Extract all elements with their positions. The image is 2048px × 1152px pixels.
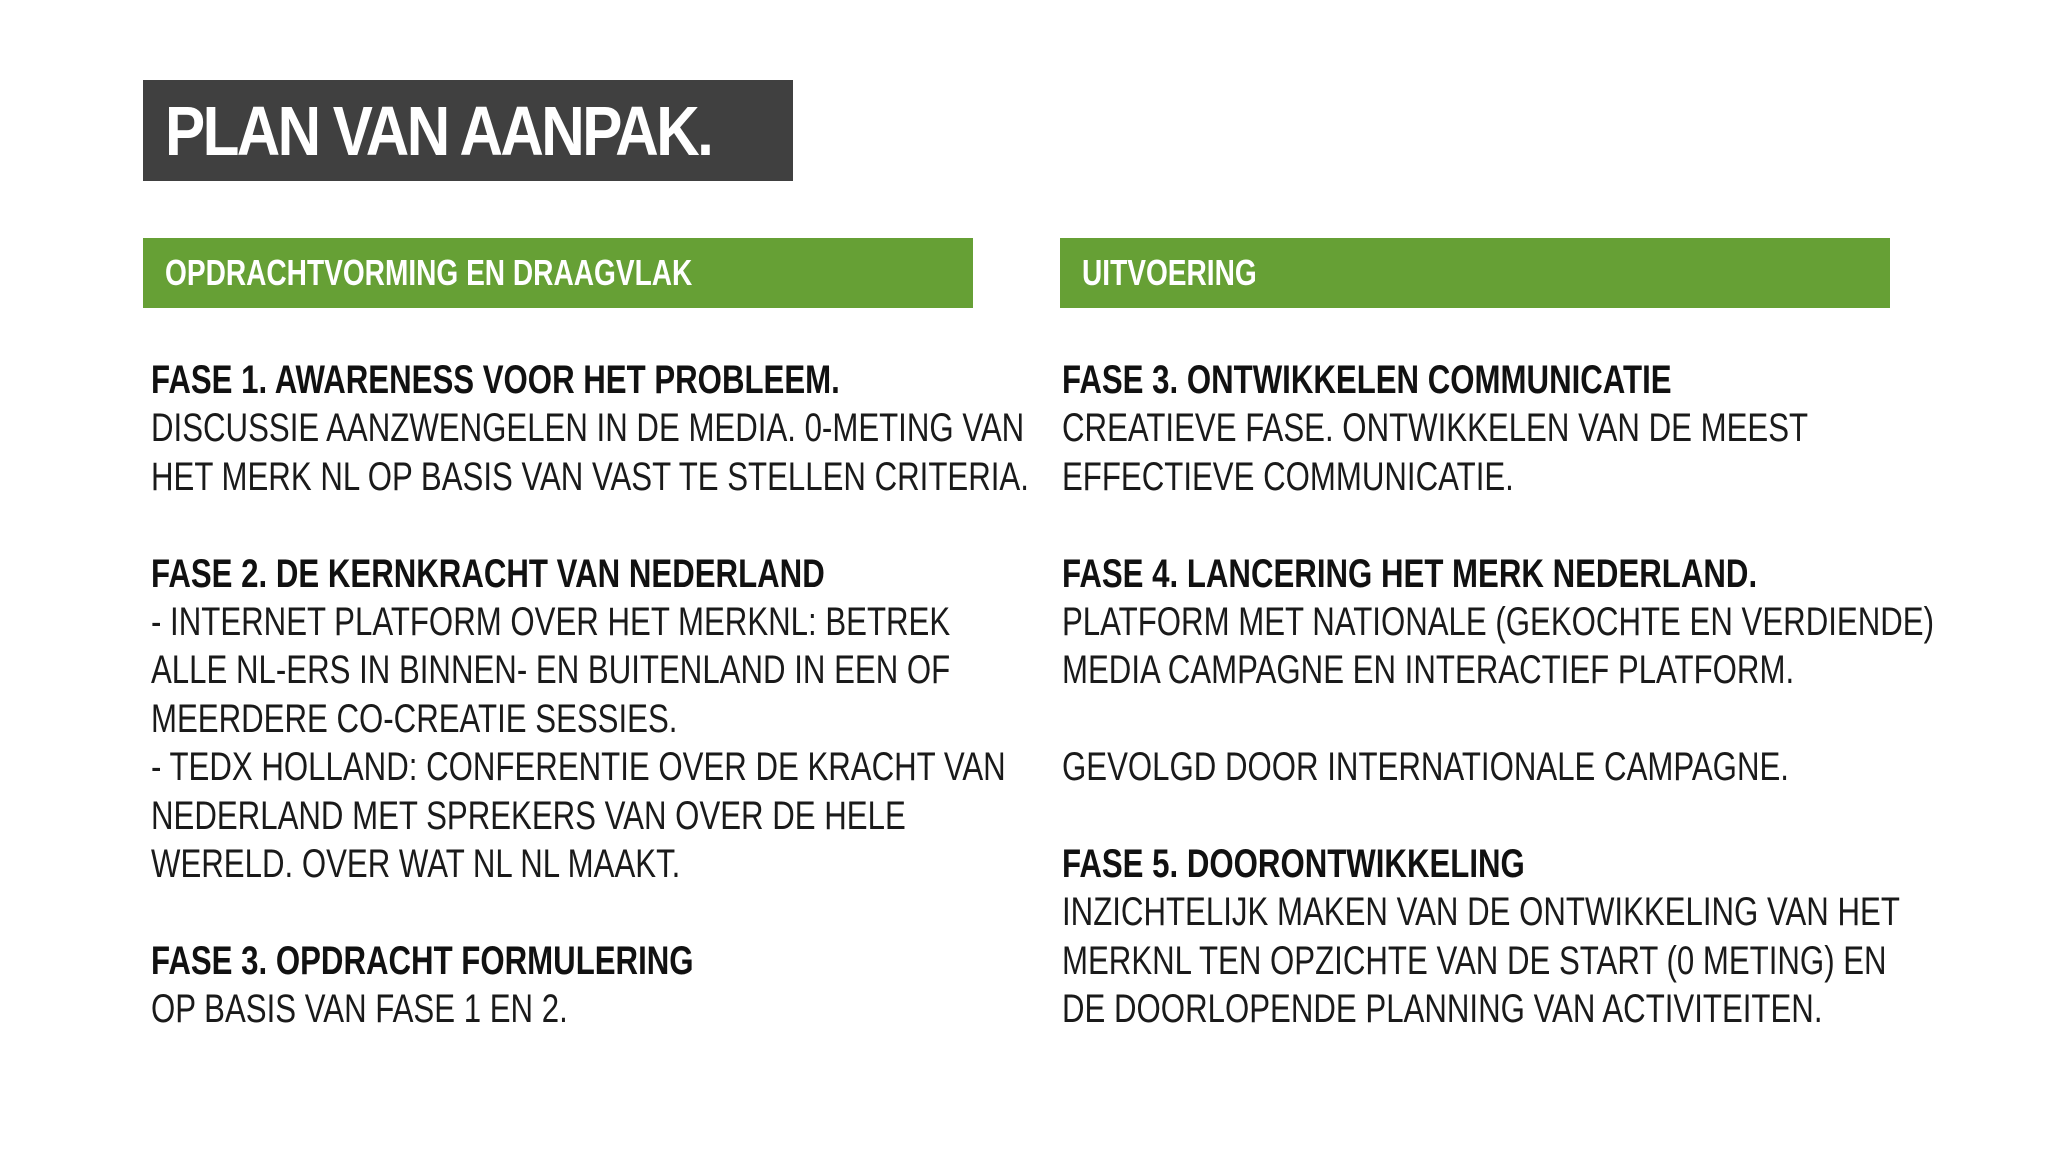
phase-text-line: - INTERNET PLATFORM OVER HET MERKNL: BETREK	[151, 599, 951, 644]
phase-heading: FASE 2. DE KERNKRACHT VAN NEDERLAND	[151, 551, 825, 596]
page-title-box	[143, 80, 793, 181]
phase-text-line: NEDERLAND MET SPREKERS VAN OVER DE HELE	[151, 793, 906, 838]
section-header-uitvoering	[1060, 238, 1890, 308]
phase-text-line: OP BASIS VAN FASE 1 EN 2.	[151, 987, 568, 1032]
phase-text-line: ALLE NL-ERS IN BINNEN- EN BUITENLAND IN EEN OF	[151, 648, 951, 693]
spacer	[1062, 695, 2048, 743]
phase-heading: FASE 1. AWARENESS VOOR HET PROBLEEM.	[151, 358, 840, 402]
phase-text-line: MEERDERE CO-CREATIE SESSIES.	[151, 696, 678, 741]
phase-heading: FASE 3. ONTWIKKELEN COMMUNICATIE	[1062, 358, 1672, 402]
phase-text-line: CREATIEVE FASE. ONTWIKKELEN VAN DE MEEST	[1062, 406, 1809, 451]
right-column	[1062, 356, 2048, 1033]
phase-text-line: WERELD. OVER WAT NL NL MAAKT.	[151, 841, 681, 886]
phase-heading: FASE 5. DOORONTWIKKELING	[1062, 841, 1525, 886]
phase-text-line: DE DOORLOPENDE PLANNING VAN ACTIVITEITEN.	[1062, 987, 1823, 1032]
phase-block-fase-5	[1062, 840, 2048, 1034]
section-header-left-label: OPDRACHTVORMING EN DRAAGVLAK	[165, 252, 693, 293]
spacer	[1062, 501, 2048, 549]
phase-heading: FASE 4. LANCERING HET MERK NEDERLAND.	[1062, 551, 1758, 596]
phase-text-line: PLATFORM MET NATIONALE (GEKOCHTE EN VERDIENDE)	[1062, 599, 1934, 644]
phase-text-line: INZICHTELIJK MAKEN VAN DE ONTWIKKELING VAN HET	[1062, 890, 1900, 935]
section-header-opdrachtvorming	[143, 238, 973, 308]
phase-text-line: MERKNL TEN OPZICHTE VAN DE START (0 METING) EN	[1062, 938, 1887, 983]
phase-followup-text: GEVOLGD DOOR INTERNATIONALE CAMPAGNE.	[1062, 745, 1789, 790]
phase-text-line: DISCUSSIE AANZWENGELEN IN DE MEDIA. 0-METING VAN	[151, 406, 1025, 451]
spacer	[1062, 792, 2048, 840]
phase-block-fase-4	[1062, 550, 2048, 792]
phase-text-line: EFFECTIEVE COMMUNICATIE.	[1062, 454, 1514, 499]
section-header-right-label: UITVOERING	[1082, 252, 1257, 293]
page-title: PLAN VAN AANPAK.	[165, 91, 712, 170]
phase-block-fase-3-communicatie	[1062, 356, 2048, 501]
phase-text-line: MEDIA CAMPAGNE EN INTERACTIEF PLATFORM.	[1062, 648, 1795, 693]
phase-text-line: - TEDX HOLLAND: CONFERENTIE OVER DE KRACHT VAN	[151, 745, 1006, 790]
phase-text-line: HET MERK NL OP BASIS VAN VAST TE STELLEN CRITERIA.	[151, 454, 1029, 499]
phase-heading: FASE 3. OPDRACHT FORMULERING	[151, 938, 694, 983]
